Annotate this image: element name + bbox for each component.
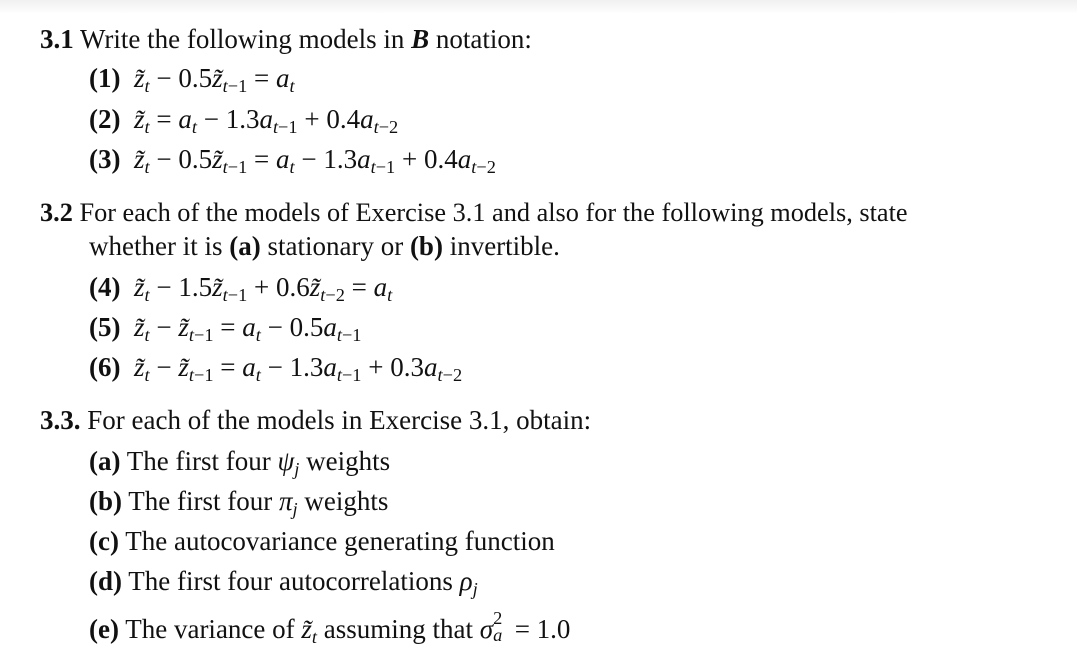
item-label: (c) bbox=[89, 526, 119, 556]
top-shadow-strip bbox=[0, 0, 1077, 14]
bold-notation: B bbox=[411, 24, 430, 54]
item-label: (b) bbox=[89, 486, 122, 516]
item-label: (3) bbox=[89, 144, 121, 174]
item-text: The first four autocorrelations bbox=[128, 566, 453, 596]
exercise-number: 3.3. bbox=[40, 405, 81, 435]
equation: $z̃_t$ − $z̃_{t-1} = a_t - 1.3a_{t-1} + 0.3a_{t-2}$ bbox=[133, 352, 463, 386]
pi-symbol: $\pi_j$ bbox=[278, 486, 298, 520]
model-item bbox=[89, 62, 295, 97]
model-item bbox=[89, 103, 399, 138]
option-label: (a) bbox=[229, 231, 261, 261]
question-item bbox=[89, 485, 389, 520]
sigma-condition: σ 2 a = 1.0 bbox=[479, 607, 571, 646]
model-item bbox=[89, 143, 496, 178]
item-text: weights bbox=[306, 446, 391, 476]
exercise-3-2-heading bbox=[40, 197, 908, 229]
exercise-number: 3.2 bbox=[40, 198, 73, 227]
model-item bbox=[89, 271, 393, 306]
item-label: (2) bbox=[89, 104, 121, 134]
item-label: (4) bbox=[89, 272, 121, 302]
item-label: (5) bbox=[89, 312, 121, 342]
exercise-text: Write the following models in bbox=[80, 24, 405, 54]
item-label: (a) bbox=[89, 446, 121, 476]
item-label: (6) bbox=[89, 352, 121, 382]
psi-symbol: $\psi_j$ bbox=[277, 446, 300, 480]
exercise-text: For each of the models of Exercise 3.1 and also for the following models, state bbox=[79, 198, 908, 227]
exercise-3-1-heading bbox=[40, 23, 532, 55]
equation: $z̃_t$ − $0.5z̃_{t-1} = a_t$ bbox=[133, 63, 295, 97]
rho-symbol: $\rho_j$ bbox=[459, 566, 478, 600]
question-item bbox=[89, 565, 478, 600]
equation: $z̃_t = a_t - 1.3a_{t-1} + 0.4a_{t-2}$ bbox=[133, 104, 399, 138]
item-text: weights bbox=[304, 486, 389, 516]
question-item bbox=[89, 607, 571, 648]
item-label: (e) bbox=[89, 614, 119, 644]
exercise-text: invertible. bbox=[449, 231, 560, 261]
question-item bbox=[89, 525, 555, 557]
item-text: The autocovariance generating function bbox=[125, 526, 555, 556]
exercise-3-3-heading bbox=[40, 404, 591, 436]
equation: $z̃_t$ − $1.5z̃_{t-1}$ + $0.6z̃_{t-2} = a_t$ bbox=[133, 272, 393, 306]
exercise-3-2-line2 bbox=[89, 230, 560, 262]
exercise-text: stationary or bbox=[267, 231, 404, 261]
equation: $z̃_t$ − $z̃_{t-1} = a_t - 0.5a_{t-1}$ bbox=[133, 312, 362, 346]
option-label: (b) bbox=[409, 231, 443, 261]
z-tilde-symbol: $z̃_t$ bbox=[301, 614, 318, 648]
question-item bbox=[89, 445, 391, 480]
item-text: The first four bbox=[126, 446, 271, 476]
exercise-text: For each of the models in Exercise 3.1, obtain: bbox=[87, 405, 592, 435]
equation: $z̃_t$ − $0.5z̃_{t-1} = a_t - 1.3a_{t-1} + 0.4a_{t-2}$ bbox=[133, 144, 496, 178]
item-text: The first four bbox=[128, 486, 273, 516]
model-item bbox=[89, 351, 463, 386]
model-item bbox=[89, 311, 362, 346]
exercise-number: 3.1 bbox=[40, 24, 74, 54]
item-text: The variance of bbox=[125, 614, 295, 644]
item-label: (1) bbox=[89, 63, 121, 93]
exercise-text: whether it is bbox=[89, 231, 223, 261]
item-label: (d) bbox=[89, 566, 122, 596]
item-text: assuming that bbox=[323, 614, 474, 644]
exercise-text: notation: bbox=[435, 24, 532, 54]
